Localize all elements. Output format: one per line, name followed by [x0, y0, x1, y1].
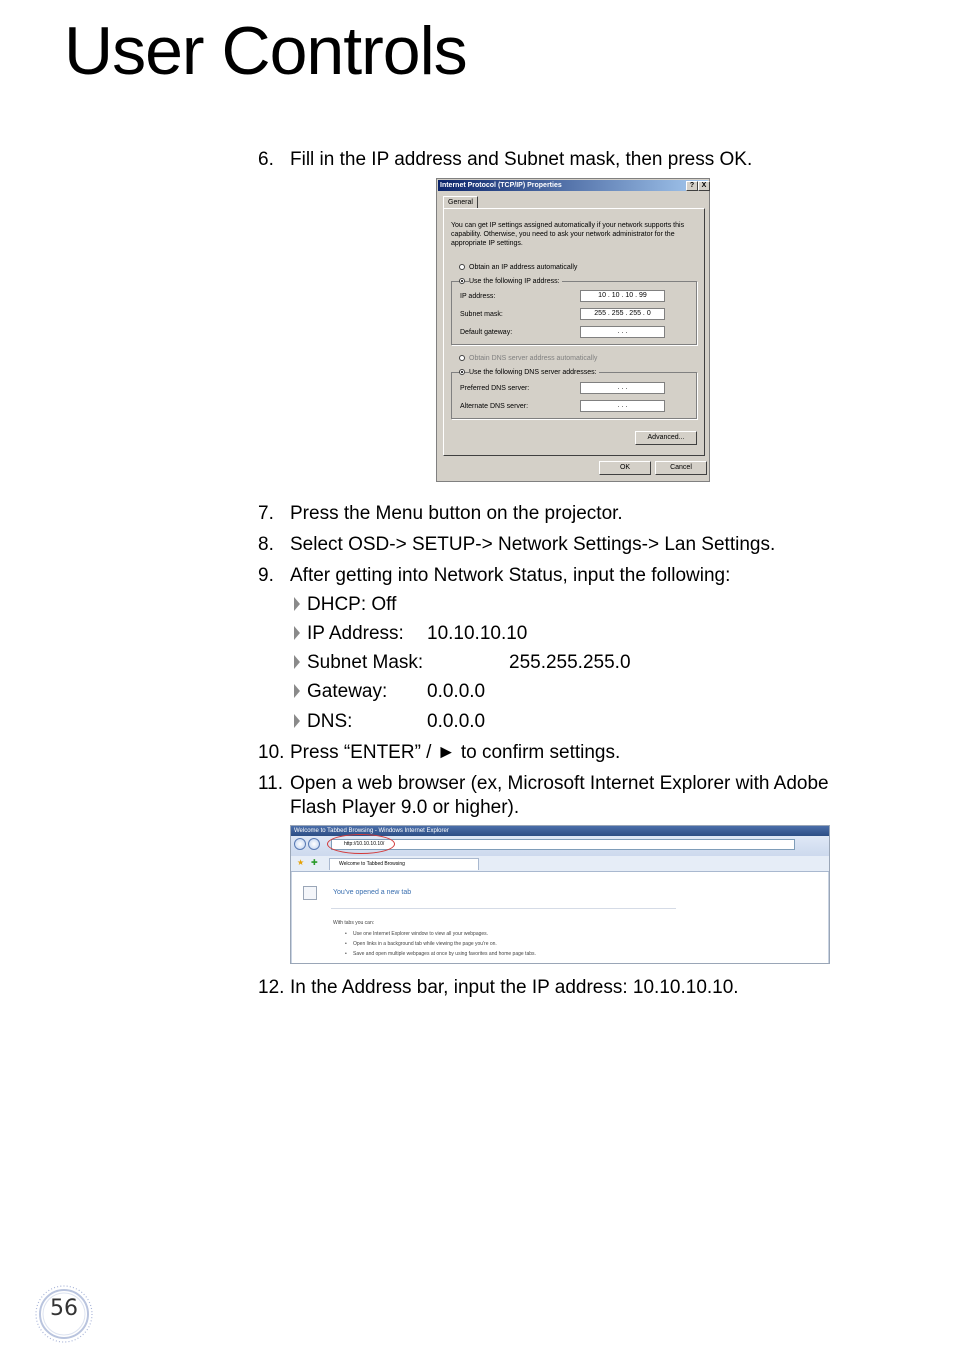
dialog-title: Internet Protocol (TCP/IP) Properties: [438, 180, 708, 191]
setting-value: 0.0.0.0: [427, 681, 486, 702]
list-item: • Use one Internet Explorer window to view all your webpages.: [353, 931, 488, 937]
setting-value: 255.255.255.0: [509, 652, 631, 673]
step-text: In the Address bar, input the IP address: 10.10.10.10.: [290, 977, 739, 998]
ip-address-field[interactable]: 10 . 10 . 10 . 99: [580, 290, 665, 302]
setting-value: 10.10.10.10: [427, 623, 528, 644]
setting-dhcp: [294, 593, 396, 617]
page-number: 56: [50, 1296, 78, 1321]
add-favorite-icon[interactable]: ✚: [311, 858, 318, 867]
address-highlight-circle: [327, 834, 395, 854]
preferred-dns-field[interactable]: . . .: [580, 382, 665, 394]
step-text: After getting into Network Status, input the following:: [290, 565, 731, 586]
preferred-dns-label: Preferred DNS server:: [460, 385, 530, 392]
setting-dns: [294, 710, 486, 734]
default-gateway-label: Default gateway:: [460, 329, 513, 336]
tcpip-properties-dialog: [436, 178, 710, 482]
new-tab-intro: With tabs you can:: [333, 920, 375, 926]
step-number: 9.: [258, 565, 274, 586]
divider: [331, 908, 676, 909]
page-title: User Controls: [64, 13, 467, 89]
subnet-mask-label: Subnet mask:: [460, 311, 503, 318]
back-icon[interactable]: [294, 838, 306, 850]
setting-value: 0.0.0.0: [427, 711, 486, 732]
alternate-dns-label: Alternate DNS server:: [460, 403, 529, 410]
step-number: 7.: [258, 503, 274, 524]
forward-icon[interactable]: [308, 838, 320, 850]
triangle-right-icon: [294, 714, 300, 728]
step-number: 12.: [258, 977, 285, 998]
radio-use-dns[interactable]: [459, 369, 465, 375]
step-text: Fill in the IP address and Subnet mask, then press OK.: [290, 149, 753, 170]
radio-use-ip[interactable]: [459, 278, 465, 284]
browser-content: [291, 872, 829, 963]
new-tab-icon: [303, 886, 317, 900]
radio-obtain-dns-label: Obtain DNS server address automatically: [469, 355, 598, 362]
advanced-button[interactable]: Advanced...: [635, 431, 697, 445]
address-bar[interactable]: http://10.10.10.10/: [331, 839, 795, 850]
cancel-button[interactable]: Cancel: [655, 461, 707, 475]
scrollbar: [828, 872, 829, 963]
close-button[interactable]: X: [698, 181, 710, 191]
step-number: 11.: [258, 773, 284, 794]
triangle-right-icon: [294, 626, 300, 640]
radio-obtain-ip[interactable]: [459, 264, 465, 270]
step-text-line-1: Open a web browser (ex, Microsoft Internet Explorer with Adobe: [290, 773, 829, 794]
subnet-mask-field[interactable]: 255 . 255 . 255 . 0: [580, 308, 665, 320]
radio-use-dns-label: Use the following DNS server addresses:: [469, 369, 597, 376]
setting-subnet-mask: [294, 651, 631, 675]
setting-label: DNS:: [307, 711, 353, 732]
radio-obtain-ip-label: Obtain an IP address automatically: [469, 264, 578, 271]
radio-obtain-dns[interactable]: [459, 355, 465, 361]
favorites-star-icon[interactable]: ★: [297, 858, 305, 867]
setting-ip-address: [294, 622, 528, 646]
alternate-dns-field[interactable]: . . .: [580, 400, 665, 412]
browser-title: Welcome to Tabbed Browsing - Windows Internet Explorer: [291, 826, 829, 836]
triangle-right-icon: [294, 655, 300, 669]
step-text: Press “ENTER” / ► to confirm settings.: [290, 742, 621, 763]
step-text: Select OSD-> SETUP-> Network Settings-> Lan Settings.: [290, 534, 776, 555]
new-tab-heading: You've opened a new tab: [333, 889, 412, 896]
default-gateway-field[interactable]: . . .: [580, 326, 665, 338]
ip-address-label: IP address:: [460, 293, 496, 300]
radio-use-ip-label: Use the following IP address:: [469, 278, 560, 285]
tab-general[interactable]: General: [443, 196, 478, 209]
ok-button[interactable]: OK: [599, 461, 651, 475]
list-item: • Save and open multiple webpages at once by using favorites and home page tabs.: [353, 951, 536, 957]
setting-label: IP Address:: [307, 623, 404, 644]
browser-screenshot: [290, 825, 830, 964]
list-item: • Open links in a background tab while viewing the page you're on.: [353, 941, 497, 947]
setting-label: Gateway:: [307, 681, 388, 702]
setting-label: DHCP: Off: [307, 594, 397, 615]
step-text: Press the Menu button on the projector.: [290, 503, 623, 524]
setting-label: Subnet Mask:: [307, 652, 424, 673]
step-number: 8.: [258, 534, 274, 555]
step-number: 6.: [258, 149, 274, 170]
browser-tab[interactable]: Welcome to Tabbed Browsing: [329, 858, 479, 870]
help-button[interactable]: ?: [686, 181, 698, 191]
triangle-right-icon: [294, 684, 300, 698]
step-number: 10.: [258, 742, 285, 763]
step-text-line-2: Flash Player 9.0 or higher).: [290, 797, 520, 818]
dialog-info-text: You can get IP settings assigned automatically if your network supports this capability. Otherwise, you need to ask your network administrator for the appropriate IP settings.: [451, 222, 685, 247]
setting-gateway: [294, 680, 486, 704]
triangle-right-icon: [294, 597, 300, 611]
